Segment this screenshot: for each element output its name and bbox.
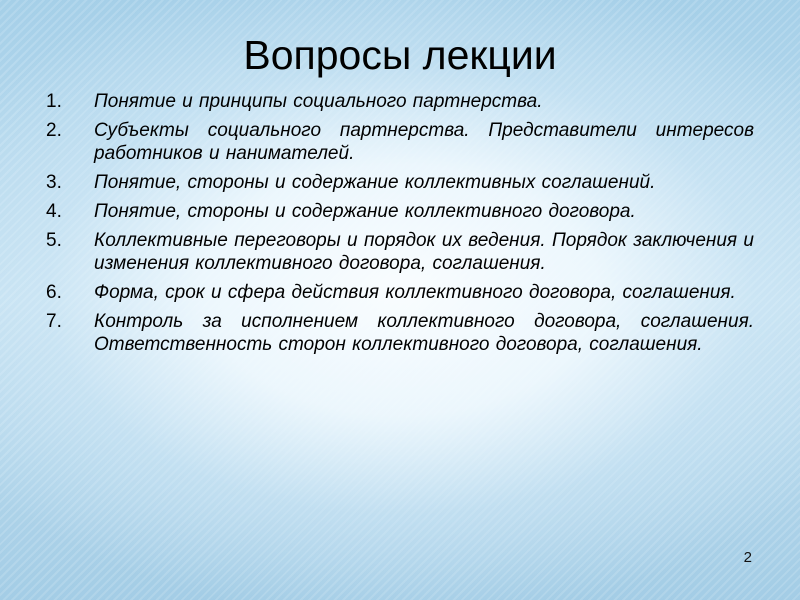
list-item-number: 7. (46, 311, 62, 332)
list-item-text: Понятие, стороны и содержание коллективных соглашений. (94, 172, 656, 193)
list-item-text: Понятие, стороны и содержание коллективного договора. (94, 201, 636, 222)
list-item-text: Коллективные переговоры и порядок их ведения. Порядок заключения и изменения коллективного договора, соглашения. (94, 230, 754, 274)
list-item-text: Понятие и принципы социального партнерства. (94, 91, 543, 112)
list-item-number: 5. (46, 230, 62, 251)
list-item-text: Субъекты социального партнерства. Представители интересов работников и нанимателей. (94, 120, 754, 164)
page-number: 2 (743, 549, 752, 566)
list-item-text: Контроль за исполнением коллективного договора, соглашения. Ответственность сторон коллективного договора, соглашения. (94, 311, 754, 355)
list-item-number: 2. (46, 120, 62, 141)
list-item-number: 3. (46, 172, 62, 193)
list-item (46, 171, 754, 194)
slide-title: Вопросы лекции (243, 32, 557, 78)
list-item (46, 200, 754, 223)
list-item-number: 1. (46, 91, 62, 112)
list-item (46, 229, 754, 275)
list-item (46, 119, 754, 165)
list-item-number: 4. (46, 201, 62, 222)
list-item-text: Форма, срок и сфера действия коллективного договора, соглашения. (94, 282, 736, 303)
list-item (46, 310, 754, 356)
list-item (46, 90, 754, 113)
list-item-number: 6. (46, 282, 62, 303)
list-item (46, 281, 754, 304)
lecture-questions-list (46, 90, 754, 362)
